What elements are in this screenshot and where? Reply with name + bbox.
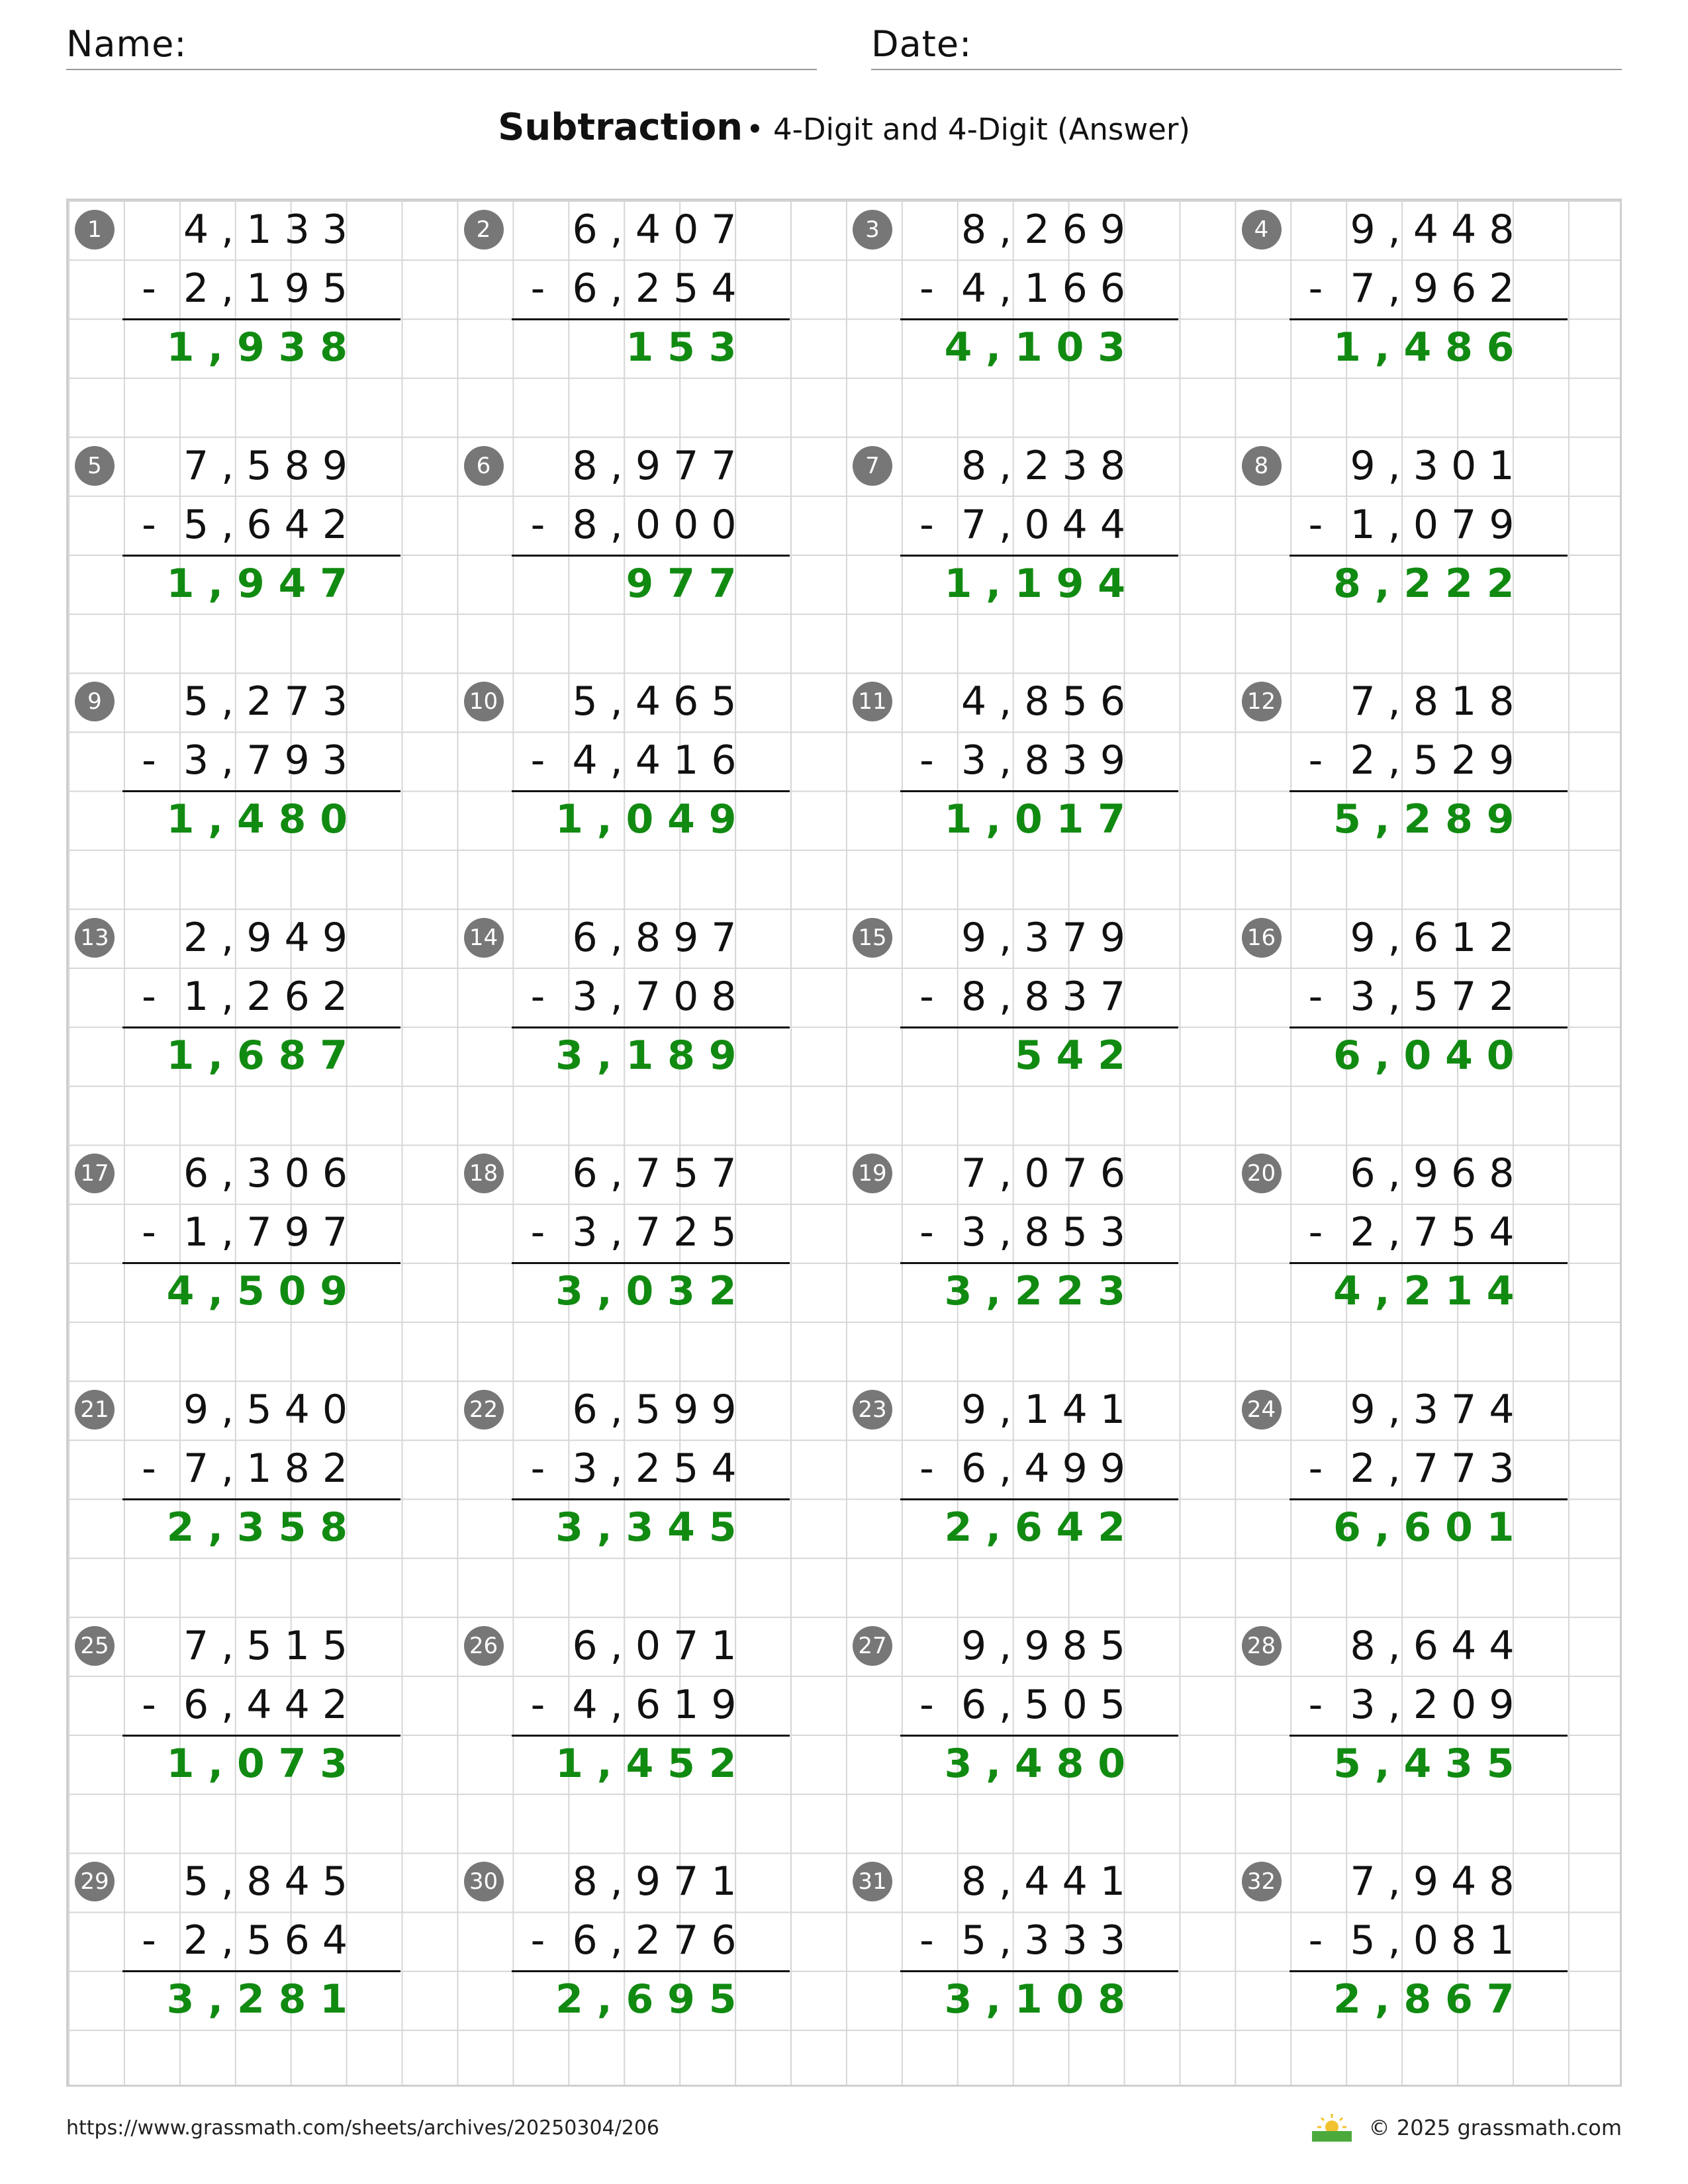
subtrahend: 2 , 1 9 5 <box>183 265 348 312</box>
problem <box>457 201 847 437</box>
problem-number-badge: 9 <box>75 682 115 721</box>
minus-operator: - <box>1308 1681 1323 1728</box>
problem <box>457 1852 847 2089</box>
problem-number-badge: 13 <box>75 918 115 958</box>
minuend: 6 , 5 9 9 <box>572 1387 737 1433</box>
subtrahend: 5 , 6 4 2 <box>183 501 348 548</box>
subtrahend: 4 , 1 6 6 <box>961 265 1125 312</box>
subtrahend: 3 , 2 0 9 <box>1350 1681 1515 1728</box>
problem <box>457 1617 847 1853</box>
worksheet-grid <box>66 199 1622 2087</box>
subtrahend: 1 , 0 7 9 <box>1350 501 1515 548</box>
answer: 2 , 6 4 2 <box>944 1504 1125 1551</box>
minuend: 7 , 0 7 6 <box>961 1150 1125 1197</box>
minus-operator: - <box>530 1917 545 1964</box>
minuend: 8 , 2 3 8 <box>961 442 1125 489</box>
name-label: Name: <box>66 23 187 65</box>
answer: 2 , 3 5 8 <box>166 1504 348 1551</box>
minus-operator: - <box>919 973 934 1020</box>
problem-number-badge: 17 <box>75 1154 115 1193</box>
header <box>66 20 1622 70</box>
problem-number-badge: 10 <box>464 682 504 721</box>
minus-operator: - <box>1308 1917 1323 1964</box>
problem-number-badge: 14 <box>464 918 504 958</box>
subtrahend: 2 , 5 2 9 <box>1350 737 1515 784</box>
minuend: 7 , 8 1 8 <box>1350 678 1515 725</box>
subtrahend: 6 , 5 0 5 <box>961 1681 1125 1728</box>
problem-number-badge: 12 <box>1242 682 1282 721</box>
minuend: 2 , 9 4 9 <box>183 914 348 961</box>
minus-operator: - <box>1308 737 1323 784</box>
minus-operator: - <box>530 1681 545 1728</box>
subtrahend: 4 , 4 1 6 <box>572 737 737 784</box>
title-main: Subtraction <box>498 106 743 149</box>
minus-operator: - <box>919 1445 934 1492</box>
grass-sun-logo-icon <box>1309 2113 1354 2143</box>
problem-number-badge: 24 <box>1242 1390 1282 1430</box>
minus-operator: - <box>142 1209 156 1256</box>
page-title <box>0 106 1688 149</box>
problem-number-badge: 27 <box>853 1626 892 1666</box>
problem-number-badge: 20 <box>1242 1154 1282 1193</box>
answer: 4 , 1 0 3 <box>944 324 1125 371</box>
subtrahend: 8 , 8 3 7 <box>961 973 1125 1020</box>
subtrahend: 8 , 0 0 0 <box>572 501 737 548</box>
minuend: 5 , 2 7 3 <box>183 678 348 725</box>
answer: 3 , 4 8 0 <box>944 1740 1125 1787</box>
subtrahend: 3 , 5 7 2 <box>1350 973 1515 1020</box>
problem <box>846 1381 1235 1617</box>
answer: 5 , 2 8 9 <box>1333 796 1515 843</box>
problem-number-badge: 22 <box>464 1390 504 1430</box>
subtrahend: 5 , 0 8 1 <box>1350 1917 1515 1964</box>
problem-number-badge: 26 <box>464 1626 504 1666</box>
minus-operator: - <box>919 1209 934 1256</box>
problem <box>846 1144 1235 1381</box>
minus-operator: - <box>142 265 156 312</box>
subtrahend: 3 , 7 2 5 <box>572 1209 737 1256</box>
footer-brand <box>1309 2111 1622 2144</box>
answer: 3 , 2 8 1 <box>166 1976 348 2023</box>
answer: 2 , 8 6 7 <box>1333 1976 1515 2023</box>
minuend: 6 , 0 7 1 <box>572 1622 737 1669</box>
minuend: 9 , 3 0 1 <box>1350 442 1515 489</box>
problem-number-badge: 4 <box>1242 210 1282 250</box>
problem <box>1235 1617 1624 1853</box>
minuend: 8 , 2 6 9 <box>961 206 1125 253</box>
problem-number-badge: 19 <box>853 1154 892 1193</box>
minuend: 9 , 3 7 9 <box>961 914 1125 961</box>
minuend: 7 , 9 4 8 <box>1350 1858 1515 1905</box>
problem <box>846 1617 1235 1853</box>
minus-operator: - <box>1308 973 1323 1020</box>
answer: 1 , 9 3 8 <box>166 324 348 371</box>
subtrahend: 6 , 4 9 9 <box>961 1445 1125 1492</box>
minuend: 6 , 8 9 7 <box>572 914 737 961</box>
minuend: 9 , 5 4 0 <box>183 1387 348 1433</box>
problem <box>846 909 1235 1145</box>
subtrahend: 7 , 1 8 2 <box>183 1445 348 1492</box>
subtrahend: 6 , 4 4 2 <box>183 1681 348 1728</box>
problem <box>68 1852 457 2089</box>
subtrahend: 2 , 5 6 4 <box>183 1917 348 1964</box>
problem <box>1235 201 1624 437</box>
minuend: 6 , 4 0 7 <box>572 206 737 253</box>
subtrahend: 1 , 7 9 7 <box>183 1209 348 1256</box>
minus-operator: - <box>530 265 545 312</box>
answer: 3 , 2 2 3 <box>944 1268 1125 1315</box>
answer: 1 5 3 <box>626 324 737 371</box>
minuend: 9 , 9 8 5 <box>961 1622 1125 1669</box>
minuend: 7 , 5 8 9 <box>183 442 348 489</box>
subtrahend: 3 , 8 3 9 <box>961 737 1125 784</box>
answer: 9 7 7 <box>626 560 737 607</box>
problem <box>68 437 457 673</box>
minuend: 4 , 1 3 3 <box>183 206 348 253</box>
problem <box>68 672 457 909</box>
subtrahend: 5 , 3 3 3 <box>961 1917 1125 1964</box>
answer: 3 , 1 8 9 <box>555 1032 737 1079</box>
answer: 1 , 6 8 7 <box>166 1032 348 1079</box>
minus-operator: - <box>142 1681 156 1728</box>
minuend: 8 , 9 7 7 <box>572 442 737 489</box>
subtrahend: 7 , 9 6 2 <box>1350 265 1515 312</box>
problem-number-badge: 3 <box>853 210 892 250</box>
problem-number-badge: 6 <box>464 446 504 486</box>
answer: 8 , 2 2 2 <box>1333 560 1515 607</box>
minus-operator: - <box>530 501 545 548</box>
subtrahend: 3 , 7 9 3 <box>183 737 348 784</box>
minus-operator: - <box>142 1917 156 1964</box>
minus-operator: - <box>1308 1209 1323 1256</box>
answer: 1 , 9 4 7 <box>166 560 348 607</box>
answer: 6 , 0 4 0 <box>1333 1032 1515 1079</box>
minuend: 6 , 7 5 7 <box>572 1150 737 1197</box>
minuend: 7 , 5 1 5 <box>183 1622 348 1669</box>
subtrahend: 1 , 2 6 2 <box>183 973 348 1020</box>
minus-operator: - <box>919 1917 934 1964</box>
problem-number-badge: 1 <box>75 210 115 250</box>
problem-number-badge: 8 <box>1242 446 1282 486</box>
subtrahend: 4 , 6 1 9 <box>572 1681 737 1728</box>
problem-number-badge: 15 <box>853 918 892 958</box>
answer: 4 , 5 0 9 <box>166 1268 348 1315</box>
minuend: 9 , 4 4 8 <box>1350 206 1515 253</box>
problem-number-badge: 16 <box>1242 918 1282 958</box>
minuend: 8 , 6 4 4 <box>1350 1622 1515 1669</box>
subtrahend: 6 , 2 5 4 <box>572 265 737 312</box>
answer: 3 , 1 0 8 <box>944 1976 1125 2023</box>
minus-operator: - <box>1308 265 1323 312</box>
problem-number-badge: 25 <box>75 1626 115 1666</box>
minus-operator: - <box>919 1681 934 1728</box>
subtrahend: 3 , 2 5 4 <box>572 1445 737 1492</box>
answer: 1 , 0 4 9 <box>555 796 737 843</box>
answer: 1 , 4 5 2 <box>555 1740 737 1787</box>
problem <box>846 201 1235 437</box>
minus-operator: - <box>919 265 934 312</box>
minuend: 4 , 8 5 6 <box>961 678 1125 725</box>
footer-url[interactable]: https://www.grassmath.com/sheets/archives/20250304/206 <box>66 2116 660 2140</box>
minus-operator: - <box>142 737 156 784</box>
answer: 5 4 2 <box>1014 1032 1125 1079</box>
date-label: Date: <box>871 23 972 65</box>
minuend: 9 , 6 1 2 <box>1350 914 1515 961</box>
problem <box>1235 1144 1624 1381</box>
minuend: 9 , 3 7 4 <box>1350 1387 1515 1433</box>
minus-operator: - <box>530 1209 545 1256</box>
date-field[interactable] <box>871 20 1622 70</box>
minus-operator: - <box>530 973 545 1020</box>
answer: 1 , 1 9 4 <box>944 560 1125 607</box>
answer: 2 , 6 9 5 <box>555 1976 737 2023</box>
answer: 6 , 6 0 1 <box>1333 1504 1515 1551</box>
problem <box>457 1381 847 1617</box>
problem <box>1235 1381 1624 1617</box>
problem <box>68 909 457 1145</box>
minus-operator: - <box>530 737 545 784</box>
problem <box>457 1144 847 1381</box>
minuend: 8 , 4 4 1 <box>961 1858 1125 1905</box>
problem <box>457 437 847 673</box>
answer: 1 , 4 8 6 <box>1333 324 1515 371</box>
minuend: 5 , 4 6 5 <box>572 678 737 725</box>
problem <box>1235 909 1624 1145</box>
problem <box>68 1381 457 1617</box>
minus-operator: - <box>142 1445 156 1492</box>
problem <box>68 201 457 437</box>
problem <box>68 1144 457 1381</box>
minuend: 8 , 9 7 1 <box>572 1858 737 1905</box>
problem <box>846 437 1235 673</box>
minus-operator: - <box>530 1445 545 1492</box>
problem-number-badge: 5 <box>75 446 115 486</box>
minuend: 5 , 8 4 5 <box>183 1858 348 1905</box>
problem <box>1235 437 1624 673</box>
problem-number-badge: 32 <box>1242 1862 1282 1901</box>
minuend: 6 , 9 6 8 <box>1350 1150 1515 1197</box>
problem-number-badge: 18 <box>464 1154 504 1193</box>
subtrahend: 6 , 2 7 6 <box>572 1917 737 1964</box>
subtrahend: 3 , 8 5 3 <box>961 1209 1125 1256</box>
problem <box>846 672 1235 909</box>
minus-operator: - <box>919 737 934 784</box>
subtrahend: 2 , 7 5 4 <box>1350 1209 1515 1256</box>
problem-number-badge: 11 <box>853 682 892 721</box>
answer: 3 , 3 4 5 <box>555 1504 737 1551</box>
answer: 4 , 2 1 4 <box>1333 1268 1515 1315</box>
problem <box>457 672 847 909</box>
footer-copyright: © 2025 grassmath.com <box>1368 2115 1622 2140</box>
title-sub: • 4-Digit and 4-Digit (Answer) <box>746 112 1190 147</box>
minuend: 6 , 3 0 6 <box>183 1150 348 1197</box>
name-field[interactable] <box>66 20 817 70</box>
answer: 1 , 4 8 0 <box>166 796 348 843</box>
problem-number-badge: 29 <box>75 1862 115 1901</box>
answer: 1 , 0 1 7 <box>944 796 1125 843</box>
subtrahend: 2 , 7 7 3 <box>1350 1445 1515 1492</box>
problem-number-badge: 31 <box>853 1862 892 1901</box>
answer: 3 , 0 3 2 <box>555 1268 737 1315</box>
problem-number-badge: 28 <box>1242 1626 1282 1666</box>
minus-operator: - <box>1308 1445 1323 1492</box>
problem <box>846 1852 1235 2089</box>
problem <box>457 909 847 1145</box>
subtrahend: 3 , 7 0 8 <box>572 973 737 1020</box>
problem-number-badge: 2 <box>464 210 504 250</box>
answer: 5 , 4 3 5 <box>1333 1740 1515 1787</box>
minus-operator: - <box>919 501 934 548</box>
problem-number-badge: 23 <box>853 1390 892 1430</box>
problem <box>1235 1852 1624 2089</box>
problem <box>68 1617 457 1853</box>
subtrahend: 7 , 0 4 4 <box>961 501 1125 548</box>
answer: 1 , 0 7 3 <box>166 1740 348 1787</box>
problem-number-badge: 7 <box>853 446 892 486</box>
problem <box>1235 672 1624 909</box>
problem-number-badge: 21 <box>75 1390 115 1430</box>
minuend: 9 , 1 4 1 <box>961 1387 1125 1433</box>
minus-operator: - <box>142 973 156 1020</box>
minus-operator: - <box>142 501 156 548</box>
problem-number-badge: 30 <box>464 1862 504 1901</box>
minus-operator: - <box>1308 501 1323 548</box>
